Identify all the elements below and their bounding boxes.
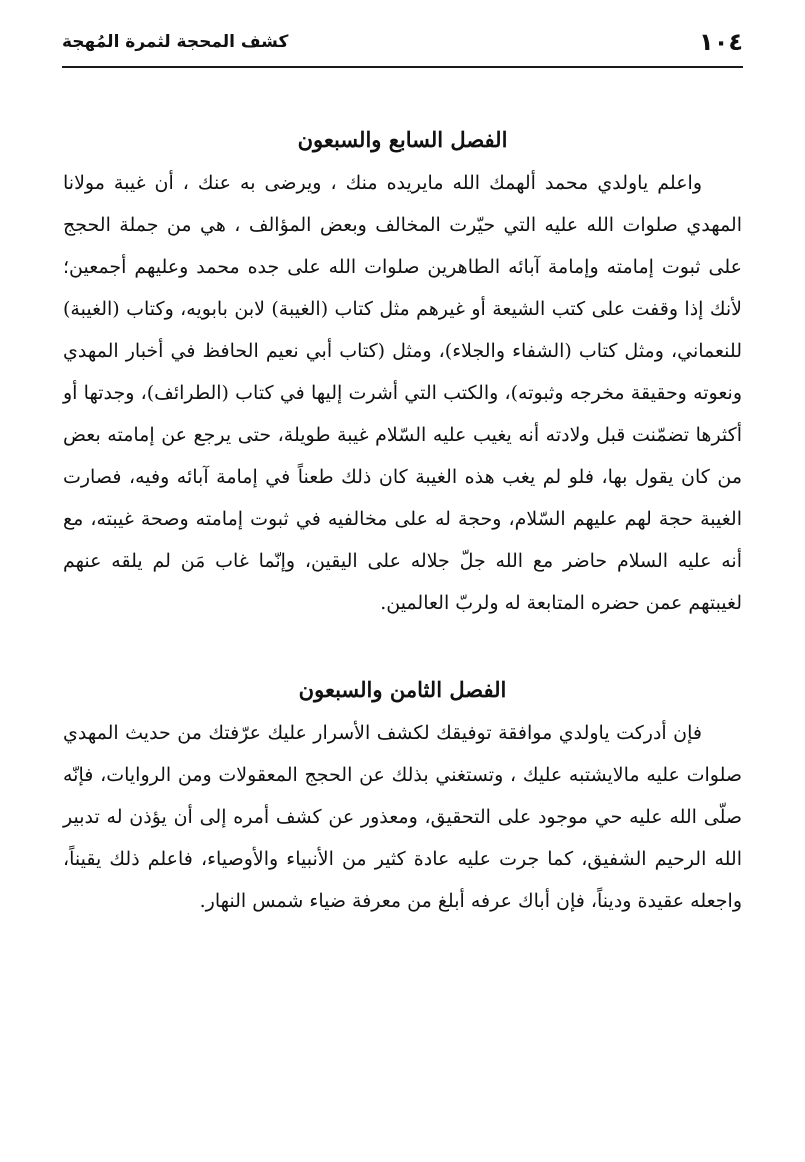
running-title: كشف المحجة لثمرة المُهجة <box>62 32 289 52</box>
chapter-78 <box>63 668 742 922</box>
chapter-title: الفصل الثامن والسبعون <box>298 677 507 702</box>
chapter-title: الفصل السابع والسبعون <box>297 127 508 152</box>
page-content <box>63 118 742 922</box>
chapter-paragraph: فإن أدركت ياولدي موافقة توفيقك لكشف الأسرار عليك عرّفتك من حديث المهدي صلوات عليه مالايشتبه عليك ، وتستغني بذلك عن الحجج المعقولات ومن الروايات، فإنّه صلّى الله عليه حي موجود على التحقيق، ومعذور عن كشف أمره إلى أن يؤذن له تدبير الله الرحيم الشفيق، كما جرت عليه عادة كثير من الأنبياء والأوصياء، فاعلم ذلك يقيناً، واجعله عقيدة وديناً، فإن أباك عرفه أبلغ من معرفة ضياء شمس النهار. <box>63 722 742 912</box>
header-rule <box>62 66 743 68</box>
running-header <box>62 28 743 68</box>
chapter-77 <box>63 118 742 624</box>
page-number: ١٠٤ <box>699 28 743 56</box>
chapter-paragraph: واعلم ياولدي محمد ألهمك الله مايريده منك ، ويرضى به عنك ، أن غيبة مولانا المهدي صلوات الله عليه التي حيّرت المخالف وبعض المؤالف ، هي من جملة الحجج على ثبوت إمامته وإمامة آبائه الطاهرين صلوات الله على جده محمد وعليهم أجمعين؛ لأنك إذا وقفت على كتب الشيعة أو غيرهم مثل كتاب (الغيبة) لابن بابويه، وكتاب (الغيبة) للنعماني، ومثل كتاب (الشفاء والجلاء)، ومثل (كتاب أبي نعيم الحافظ في أخبار المهدي ونعوته وحقيقة مخرجه وثبوته)، والكتب التي أشرت إليها في كتاب (الطرائف)، وجدتها أو أكثرها تضمّنت قبل ولادته أنه يغيب عليه السّلام غيبة طويلة، حتى يرجع عن إمامته بعض من كان يقول بها، فلو لم يغب هذه الغيبة كان ذلك طعناً في إمامة آبائه وفيه، فصارت الغيبة حجة لهم عليهم السّلام، وحجة له على مخالفيه في ثبوت إمامته وصحة غيبته، مع أنه عليه السلام حاضر مع الله جلّ جلاله على اليقين، وإنّما غاب مَن لم يلقه عنهم لغيبتهم عمن حضره المتابعة له ولربّ العالمين. <box>63 172 742 614</box>
